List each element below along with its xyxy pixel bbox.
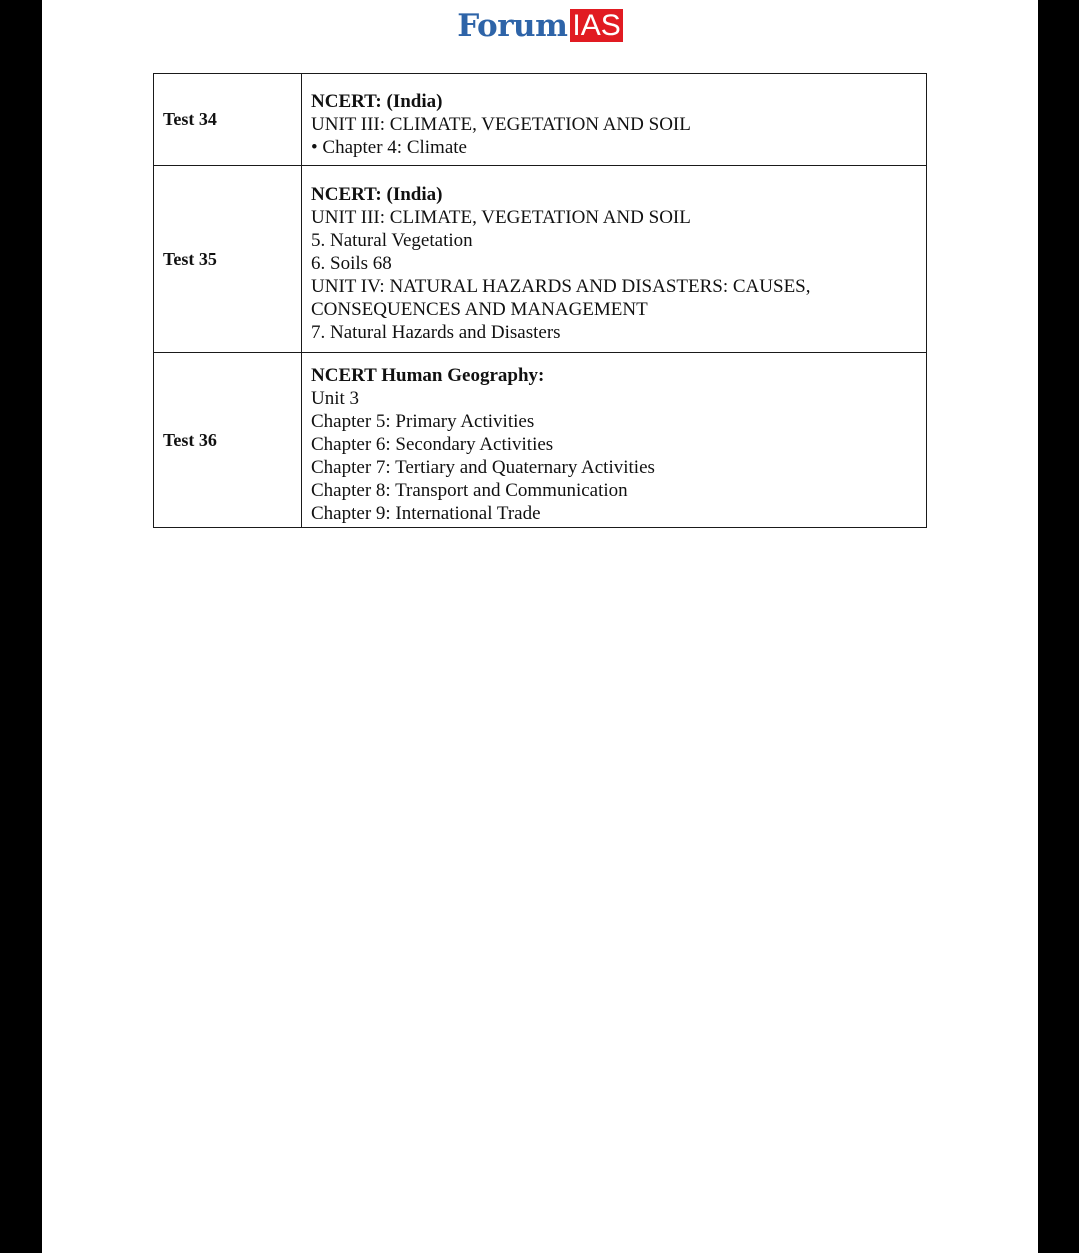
syllabus-heading: NCERT: (India) — [311, 184, 443, 205]
test-syllabus-table — [153, 73, 927, 528]
forumias-logo — [42, 8, 1038, 44]
document-page — [42, 0, 1038, 1253]
logo-ias-badge: IAS — [572, 9, 621, 42]
syllabus-line: 5. Natural Vegetation — [311, 230, 473, 251]
table-row — [154, 74, 927, 166]
test-name-cell: Test 34 — [154, 74, 302, 166]
syllabus-heading: NCERT: (India) — [311, 90, 443, 112]
test-name-cell: Test 35 — [154, 166, 302, 353]
syllabus-line: 6. Soils 68 — [311, 253, 392, 274]
syllabus-line: UNIT III: CLIMATE, VEGETATION AND SOIL — [311, 207, 691, 228]
table-row — [154, 166, 927, 353]
logo-forum-text: Forum — [457, 8, 568, 44]
syllabus-heading: NCERT Human Geography: — [311, 365, 545, 386]
syllabus-line: Unit 3 — [311, 388, 360, 409]
syllabus-line: Chapter 8: Transport and Communication — [311, 480, 628, 501]
syllabus-content-cell — [302, 166, 927, 353]
syllabus-line: • Chapter 4: Climate — [311, 136, 467, 158]
syllabus-line: CONSEQUENCES AND MANAGEMENT — [311, 299, 648, 320]
table-row — [154, 353, 927, 528]
syllabus-line: UNIT III: CLIMATE, VEGETATION AND SOIL — [311, 113, 691, 135]
syllabus-line: UNIT IV: NATURAL HAZARDS AND DISASTERS: CAUSES, — [311, 276, 811, 297]
syllabus-content-cell — [302, 74, 927, 166]
syllabus-line: 7. Natural Hazards and Disasters — [311, 322, 561, 343]
syllabus-content-cell — [302, 353, 927, 528]
syllabus-line: Chapter 5: Primary Activities — [311, 411, 535, 432]
test-name-cell: Test 36 — [154, 353, 302, 528]
syllabus-line: Chapter 7: Tertiary and Quaternary Activities — [311, 457, 655, 478]
syllabus-line: Chapter 9: International Trade — [311, 503, 541, 524]
syllabus-line: Chapter 6: Secondary Activities — [311, 434, 554, 455]
